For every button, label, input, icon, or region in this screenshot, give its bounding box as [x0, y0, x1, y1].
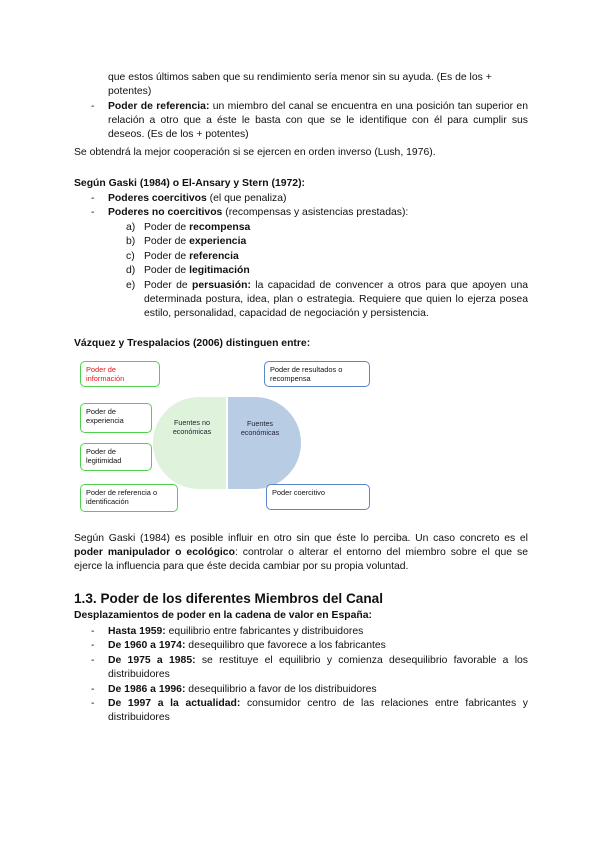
- poder-referencia-box: Poder de referencia o identificación: [80, 484, 178, 512]
- bullet-dash: -: [91, 207, 95, 218]
- subitem-prefix: Poder de: [144, 280, 193, 291]
- intro-line-1: que estos últimos saben que su rendimiento sería menor sin su ayuda. (Es de los +: [108, 72, 492, 83]
- poder-referencia-text: un miembro del canal se encuentra en una posición tan superior en relación a otro que a éste le basta con que se le identifique con él para cumplir sus deseos. (Es de los + potentes): [108, 101, 528, 140]
- period-item: [108, 639, 528, 653]
- no-economic-sources-shape: [153, 397, 226, 489]
- period-text: desequilibrio a favor de los distribuidores: [185, 684, 377, 695]
- subitem-referencia: [144, 250, 528, 264]
- manipulador-text-2: : controlar o alterar el entorno del miembro sobre el que se ejerce la influencia para que éste decida cambiar por su propia voluntad.: [74, 547, 528, 572]
- manipulador-paragraph: [74, 532, 528, 574]
- bullet-dash: -: [91, 684, 95, 695]
- period-text: equilibrio entre fabricantes y distribuidores: [165, 626, 364, 637]
- gaski-heading: Según Gaski (1984) o El-Ansary y Stern (1972):: [74, 178, 305, 189]
- period-item: [108, 654, 528, 682]
- section-subheading: Desplazamientos de poder en la cadena de valor en España:: [74, 610, 372, 621]
- no-coercitivos-text: (recompensas y asistencias prestadas):: [222, 207, 409, 218]
- list-marker: a): [126, 222, 136, 233]
- intro-line-2: potentes): [108, 86, 152, 97]
- manipulador-text-1: Según Gaski (1984) es posible influir en otro sin que éste lo perciba. Un caso concreto es el: [74, 533, 528, 544]
- period-label: De 1960 a 1974:: [108, 640, 186, 651]
- coercitivos-text: (el que penaliza): [206, 193, 287, 204]
- poder-referencia-paragraph: [108, 100, 528, 142]
- bullet-dash: -: [91, 698, 95, 709]
- period-item: [108, 683, 528, 697]
- poder-experiencia-box: Poder de experiencia: [80, 403, 152, 433]
- coercitivos-label: Poderes coercitivos: [108, 193, 207, 204]
- period-text: desequilibro que favorece a los fabricantes: [185, 640, 386, 651]
- no-coercitivos-item: [108, 206, 528, 220]
- subitem-persuasion: [144, 279, 528, 321]
- period-label: De 1986 a 1996:: [108, 684, 186, 695]
- poder-referencia-label: Poder de referencia:: [108, 101, 210, 112]
- bullet-dash: -: [91, 193, 95, 204]
- subitem-bold: legitimación: [189, 265, 250, 276]
- subitem-bold: referencia: [189, 251, 239, 262]
- poder-informacion-box: Poder de información: [80, 361, 160, 387]
- subitem-bold: experiencia: [189, 236, 247, 247]
- no-economic-sources-label: Fuentes no económicas: [172, 418, 212, 436]
- no-coercitivos-label: Poderes no coercitivos: [108, 207, 223, 218]
- subitem-bold: persuasión:: [192, 280, 251, 291]
- subitem-rest: la capacidad de convencer a otros para que apoyen una determinada postura, idea, plan o estrategia. Requiere que quien lo ejerza posea estilo, personalidad, capacidad de negociación y persistencia.: [144, 280, 529, 319]
- list-marker: d): [126, 265, 136, 276]
- period-item: [108, 625, 528, 639]
- subitem-recompensa: [144, 221, 528, 235]
- period-label: De 1997 a la actualidad:: [108, 698, 241, 709]
- subitem-bold: recompensa: [189, 222, 251, 233]
- cooperacion-sentence: Se obtendrá la mejor cooperación si se ejercen en orden inverso (Lush, 1976).: [74, 147, 436, 158]
- economic-sources-label: Fuentes económicas: [240, 419, 280, 437]
- period-text: se restituye el equilibrio y comienza desequilibrio favorable a los distribuidores: [108, 655, 528, 680]
- subitem-experiencia: [144, 235, 528, 249]
- coercitivos-item: [108, 192, 528, 206]
- economic-sources-shape: [228, 397, 301, 489]
- period-item: [108, 697, 528, 725]
- list-marker: e): [126, 280, 136, 291]
- manipulador-bold: poder manipulador o ecológico: [74, 547, 235, 558]
- poder-resultados-box: Poder de resultados o recompensa: [264, 361, 370, 387]
- period-label: De 1975 a 1985:: [108, 655, 196, 666]
- list-marker: c): [126, 251, 135, 262]
- subitem-prefix: Poder de: [144, 265, 190, 276]
- poder-legitimidad-box: Poder de legitimidad: [80, 443, 152, 471]
- vazquez-heading: Vázquez y Trespalacios (2006) distinguen entre:: [74, 338, 311, 349]
- poder-coercitivo-box: Poder coercitivo: [266, 484, 370, 510]
- list-marker: b): [126, 236, 136, 247]
- subitem-prefix: Poder de: [144, 251, 190, 262]
- period-label: Hasta 1959:: [108, 626, 166, 637]
- period-text: consumidor centro de las relaciones entre fabricantes y distribuidores: [108, 698, 528, 723]
- subitem-prefix: Poder de: [144, 236, 190, 247]
- bullet-dash: -: [91, 101, 95, 112]
- subitem-legitimacion: [144, 264, 528, 278]
- section-title: 1.3. Poder de los diferentes Miembros del Canal: [74, 591, 383, 606]
- bullet-dash: -: [91, 626, 95, 637]
- bullet-dash: -: [91, 655, 95, 666]
- bullet-dash: -: [91, 640, 95, 651]
- subitem-prefix: Poder de: [144, 222, 190, 233]
